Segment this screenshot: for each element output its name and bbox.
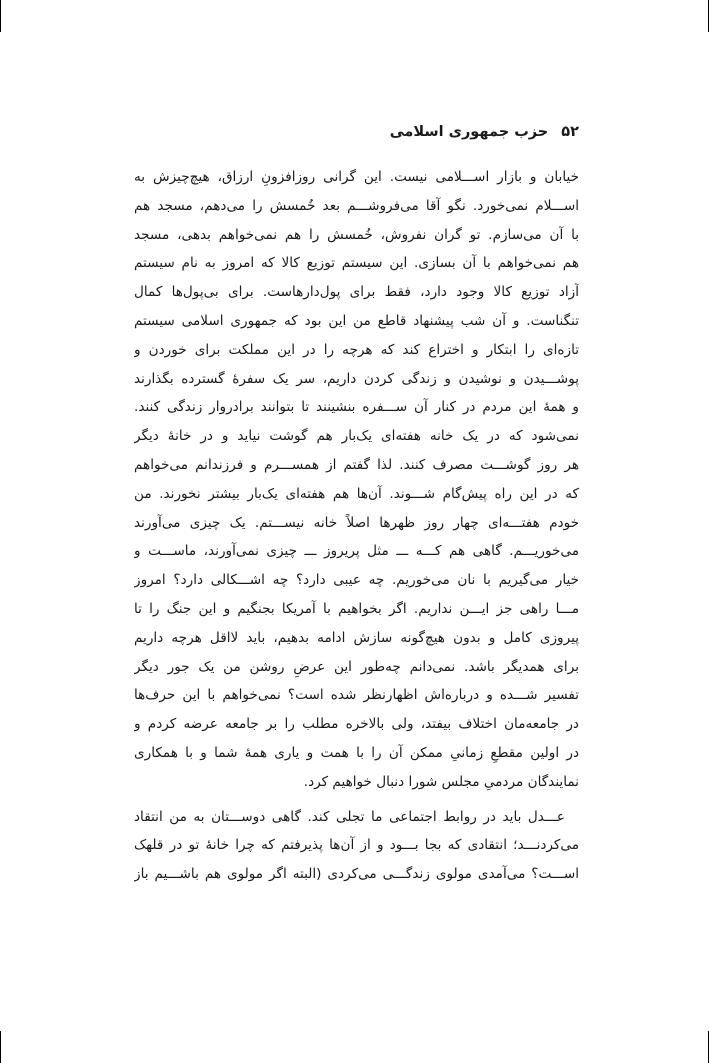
body-text — [134, 163, 579, 889]
text-line: خیابان و بازار اســـلامی نیست. این گرانی روزافزونِ ارزاق، هیچ‌چیزش به — [134, 169, 579, 185]
running-title: حزب جمهوری اسلامی — [389, 124, 549, 140]
text-line: اســـلام نمی‌خورد. نگو آقا می‌فروشـــم بعد خُمسش را می‌دهم، مسجد هم — [134, 197, 579, 214]
text-line: که در این راه پیش‌گام شـــوند. آن‌ها هم هفته‌ای یک‌بار بیشتر نخورند. من — [134, 485, 579, 502]
text-line: هم نمی‌خواهم با آن بسازی. این سیستم توزیع کالا که امروز به نام سیستم — [134, 255, 579, 272]
text-line: نمی‌شود که در یک خانه هفته‌ای یک‌بار هم گوشت نیاید و در خانهٔ دیگر — [134, 428, 579, 445]
text-line: با آن می‌سازم. تو گران نفروش، خُمسش را هم نمی‌خواهم بدهی، مسجد — [134, 226, 579, 243]
text-line: تازه‌ای را ابتکار و اختراع کند که هرچه را در این مملکت برای خوردن و — [134, 341, 579, 358]
crop-mark-top-left — [0, 0, 1, 32]
text-line: برای همدیگر باشد. نمی‌دانم چه‌طور این عرضِ روشن من یک جور دیگر — [134, 658, 579, 675]
text-line: پوشـــیدن و نوشیدن و زندگی کردن داریم، سر یک سفرهٔ گسترده بگذارند — [134, 370, 579, 387]
text-line: عـــدل باید در روابط اجتماعی ما تجلی کند. گاهی دوســـتان به من انتقاد — [134, 808, 565, 825]
page-number: ۵۲ — [561, 124, 579, 140]
text-line: هر روز گوشـــت مصرف کنند. لذا گفتم از همســـرم و فرزندانم می‌خواهم — [134, 456, 579, 473]
text-line: تنگناست. و آن شب پیشنهاد قاطع من این بود که جمهوری اسلامی سیستم — [134, 312, 579, 329]
text-line: نمایندگان مردمیِ مجلس شورا دنبال خواهیم کرد. — [303, 773, 579, 790]
text-line: اســـت؟ می‌آمدی مولوی زندگـــی می‌کردی (البته اگر مولوی هم باشـــیم باز — [134, 866, 579, 883]
text-line: و همهٔ این مردم در کنار آن ســـفره بنشینند تا بتوانند برادروار زندگی کنند. — [134, 399, 579, 416]
text-line: خیار می‌گیریم با نان می‌خوریم. چه عیبی دارد؟ چه اشـــکالی دارد؟ امروز — [134, 572, 579, 589]
paragraph-2 — [134, 803, 579, 889]
paragraph-1 — [134, 163, 579, 797]
crop-mark-bottom-left — [0, 1031, 1, 1063]
text-line: پیروزی کامل و بدون هیچ‌گونه سازش ادامه بدهیم، باید لااقل هرچه داریم — [134, 629, 579, 646]
text-line: مـــا راهی جز ایـــن نداریم. اگر بخواهیم با آمریکا بجنگیم و این جنگ را تا — [134, 600, 579, 617]
text-line: خودم هفتـــه‌ای چهار روز ظهرها اصلاً خانه نیســـتم. یک چیزی می‌آورند — [134, 514, 579, 531]
running-header — [134, 120, 579, 144]
text-line: در اولین مقطعِ زمانیِ ممکن آن را با همت و یاری همهٔ شما و با همکاری — [134, 744, 579, 761]
text-line: آزاد توزیع کالا وجود دارد، فقط برای پول‌دارهاست. برای بی‌پول‌ها کمال — [134, 284, 579, 301]
text-line: می‌کردنـــد؛ انتقادی که بجا بـــود و از آن‌ها پذیرفتم که چرا خانهٔ تو در قلهک — [134, 837, 579, 854]
text-line: در جامعه‌مان اختلاف بیفتد، ولی بالاخره مطلب را بر جامعه عرضه کردم و — [134, 716, 579, 733]
text-line: تفسیر شـــده و درباره‌اش اظهارنظر شده است؟ نمی‌خواهم با این حرف‌ها — [134, 687, 579, 704]
text-line: می‌خوریـــم. گاهی هم کـــه ـــ مثل پریروز ـــ چیزی نمی‌آورند، ماســـت و — [134, 543, 579, 560]
